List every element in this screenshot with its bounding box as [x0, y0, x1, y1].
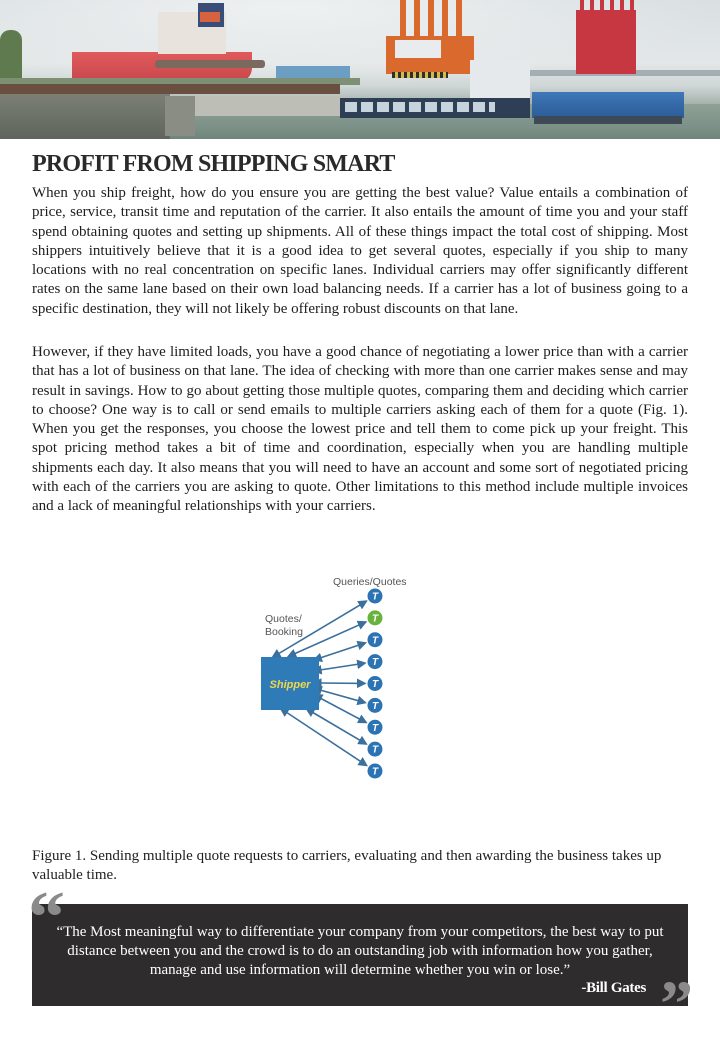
crane-panel	[395, 40, 441, 58]
arrow-shipper-carrier-4	[320, 663, 365, 670]
carrier-node-1	[367, 588, 383, 604]
carrier-node-7	[367, 719, 383, 735]
blue-barge	[532, 92, 684, 118]
carrier-truck-icon: T	[371, 635, 379, 647]
quote-block	[32, 904, 688, 1006]
figure-shipper-carriers-diagram	[250, 570, 430, 785]
quay-block	[165, 96, 195, 136]
figure-caption: Figure 1. Sending multiple quote requests to carriers, evaluating and then awarding the business takes up valuable time.	[32, 848, 662, 884]
carrier-node-3	[367, 632, 383, 648]
carrier-truck-icon: T	[371, 657, 379, 669]
pier-deck	[195, 96, 345, 116]
diagram-svg	[250, 570, 430, 785]
arrow-shipper-carrier-3	[320, 643, 366, 658]
blue-barge-base	[534, 116, 682, 124]
open-quote-icon: “	[28, 877, 65, 959]
carrier-truck-icon: T	[371, 722, 379, 734]
carrier-truck-icon: T	[371, 591, 379, 603]
quote-text: “The Most meaningful way to differentiate your company from your competitors, the best way to put distance between you and the crowd is to do an outstanding job with information how you gather, manage and use information will determine whether you win or lose.”	[56, 924, 664, 979]
carrier-truck-icon: T	[371, 700, 379, 712]
close-quote-icon: ”	[660, 968, 693, 1040]
carrier-node-2	[367, 610, 383, 626]
tugboat	[470, 60, 530, 100]
crane-frame	[400, 0, 470, 38]
label-quotes-booking-line1: Quotes/	[265, 613, 302, 625]
carrier-node-4	[367, 654, 383, 670]
label-quotes-booking-line2: Booking	[265, 626, 303, 638]
barge-windows	[345, 102, 495, 112]
carrier-truck-icon: T	[371, 744, 379, 756]
carrier-truck-icon: T	[371, 766, 379, 778]
red-tower	[576, 10, 636, 74]
article-paragraph: However, if they have limited loads, you have a good chance of negotiating a lower price than with a carrier that has a lot of business on that lane. The idea of checking with more than one carrier makes sense and may result in savings. How to go about getting those multiple quotes, comparing them and deciding which carrier to choose? One way is to call or send emails to multiple carriers asking each of them for a quote (Fig. 1). When you get the responses, you choose the lowest price and tell them to come pick up your freight. This spot pricing method takes a bit of time and coordination, especially when you are handling multiple shipments each day. It also means that you will need to have an account and some sort of negotiated pricing with each of the carriers you are asking to quote. Other limitations to this method include multiple invoices and a lack of meaningful relationships with your carriers.	[32, 344, 688, 515]
carrier-node-8	[367, 741, 383, 757]
carrier-node-6	[367, 697, 383, 713]
arrow-shipper-carrier-8	[312, 712, 366, 744]
carrier-truck-icon: T	[371, 613, 379, 625]
crane-warning-stripe	[392, 72, 448, 78]
article-title: PROFIT FROM SHIPPING SMART	[32, 151, 395, 177]
carrier-node-5	[367, 676, 383, 692]
shipper-label: Shipper	[269, 679, 311, 691]
article-paragraph: When you ship freight, how do you ensure you are getting the best value? Value entails a combination of price, service, transit time and reputation of the carrier. It also entails the amount of time you and your staff spend obtaining quotes and setting up shipments. All of these things impact the total cost of shipping. Most shippers intuitively believe that it is a good idea to get several quotes, especially if you ship to many locations with no real concentration on specific lanes. Individual carriers may offer significantly different rates on the same lane based on their own load balancing needs. If a carrier has a lot of business going to a specific destination, they will not likely be offering robust discounts on that lane.	[32, 185, 688, 317]
quote-author: -Bill Gates	[581, 980, 646, 996]
carriers-group	[367, 588, 383, 779]
pier-shelter	[155, 60, 265, 68]
pier	[0, 84, 340, 94]
hero-harbor-image	[0, 0, 720, 139]
quay-wall	[0, 94, 170, 139]
carrier-node-9	[367, 763, 383, 779]
carrier-truck-icon: T	[371, 679, 379, 691]
label-queries-quotes: Queries/Quotes	[333, 576, 407, 588]
tanker-funnel-band	[200, 12, 220, 22]
